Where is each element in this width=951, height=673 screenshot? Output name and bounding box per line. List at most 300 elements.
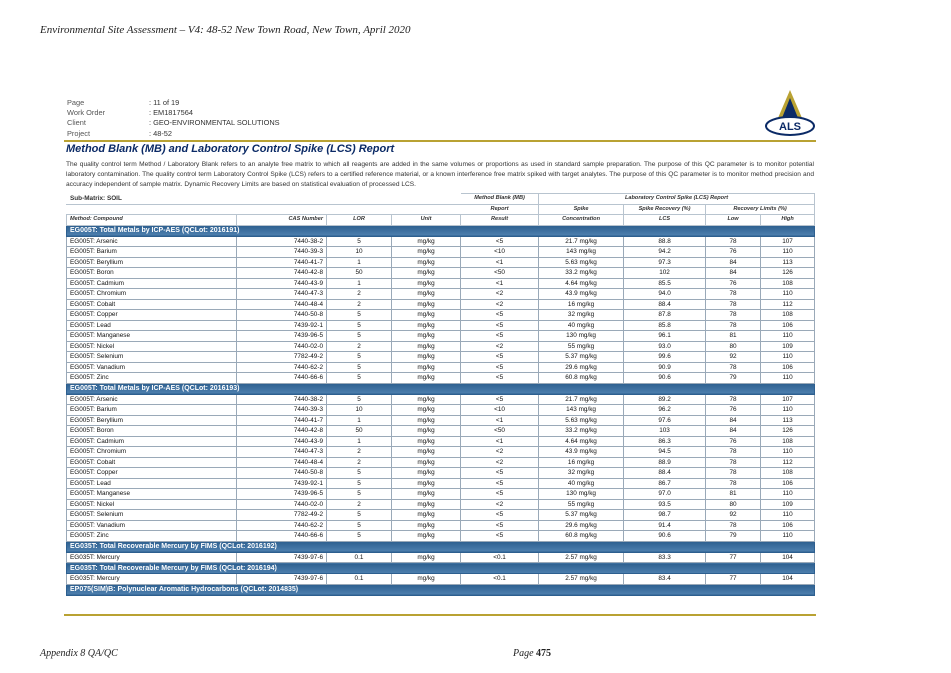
low-cell: 78 [706, 520, 761, 531]
compound-cell: EG005T: Nickel [67, 341, 237, 352]
result-cell: <5 [461, 394, 539, 405]
concentration-header: Concentration [539, 215, 624, 226]
cas-cell: 7439-96-5 [237, 331, 327, 342]
low-cell: 78 [706, 299, 761, 310]
unit-cell: mg/kg [392, 552, 461, 563]
cas-cell: 7439-92-1 [237, 320, 327, 331]
lcs-cell: 88.9 [624, 457, 706, 468]
unit-cell: mg/kg [392, 236, 461, 247]
lcs-col-header: LCS [624, 215, 706, 226]
lcs-cell: 97.0 [624, 489, 706, 500]
compound-cell: EG005T: Beryllium [67, 257, 237, 268]
lor-cell: 5 [327, 320, 392, 331]
result-cell: <1 [461, 415, 539, 426]
table-row [67, 499, 815, 510]
compound-cell: EG005T: Nickel [67, 499, 237, 510]
unit-cell: mg/kg [392, 468, 461, 479]
result-cell: <50 [461, 268, 539, 279]
cas-cell: 7782-49-2 [237, 510, 327, 521]
lcs-cell: 96.1 [624, 331, 706, 342]
result-cell: <5 [461, 531, 539, 542]
cas-header: CAS Number [237, 215, 327, 226]
table-row [67, 468, 815, 479]
spike-cell: 29.6 mg/kg [539, 362, 624, 373]
unit-cell: mg/kg [392, 341, 461, 352]
spike-cell: 4.64 mg/kg [539, 278, 624, 289]
cas-cell: 7440-50-8 [237, 468, 327, 479]
result-cell: <1 [461, 436, 539, 447]
table-row [67, 268, 815, 279]
compound-cell: EG005T: Cobalt [67, 457, 237, 468]
low-cell: 81 [706, 489, 761, 500]
spike-cell: 40 mg/kg [539, 478, 624, 489]
spike-cell: 16 mg/kg [539, 457, 624, 468]
cas-cell: 7439-97-6 [237, 574, 327, 585]
table-row [67, 362, 815, 373]
spike-recovery-header: Spike Recovery (%) [624, 204, 706, 215]
spike-cell: 55 mg/kg [539, 341, 624, 352]
compound-cell: EG005T: Manganese [67, 331, 237, 342]
meta-row [67, 118, 280, 128]
lcs-cell: 91.4 [624, 520, 706, 531]
lcs-cell: 87.8 [624, 310, 706, 321]
table-row [67, 447, 815, 458]
cas-cell: 7440-47-3 [237, 447, 327, 458]
low-cell: 76 [706, 247, 761, 258]
lcs-cell: 96.2 [624, 405, 706, 416]
lcs-cell: 93.5 [624, 499, 706, 510]
unit-cell: mg/kg [392, 520, 461, 531]
result-cell: <5 [461, 236, 539, 247]
low-cell: 92 [706, 352, 761, 363]
logo-text: ALS [779, 121, 801, 133]
unit-cell: mg/kg [392, 247, 461, 258]
spike-cell: 4.64 mg/kg [539, 436, 624, 447]
compound-cell: EG005T: Barium [67, 247, 237, 258]
result-cell: <5 [461, 352, 539, 363]
cas-cell: 7440-62-2 [237, 362, 327, 373]
result-cell: <10 [461, 405, 539, 416]
cas-cell: 7440-38-2 [237, 394, 327, 405]
compound-cell: EG005T: Vanadium [67, 362, 237, 373]
unit-cell: mg/kg [392, 362, 461, 373]
result-cell: <5 [461, 510, 539, 521]
compound-cell: EG005T: Cobalt [67, 299, 237, 310]
lor-cell: 2 [327, 341, 392, 352]
unit-cell: mg/kg [392, 268, 461, 279]
lor-cell: 0.1 [327, 552, 392, 563]
low-cell: 78 [706, 457, 761, 468]
compound-cell: EG005T: Zinc [67, 373, 237, 384]
low-header: Low [706, 215, 761, 226]
cas-cell: 7440-48-4 [237, 457, 327, 468]
unit-cell: mg/kg [392, 278, 461, 289]
low-cell: 84 [706, 415, 761, 426]
spike-cell: 5.37 mg/kg [539, 352, 624, 363]
low-cell: 78 [706, 320, 761, 331]
compound-cell: EG005T: Lead [67, 478, 237, 489]
footer-appendix: Appendix 8 QA/QC [40, 648, 118, 659]
result-cell: <10 [461, 247, 539, 258]
lor-cell: 10 [327, 405, 392, 416]
cas-cell: 7440-43-9 [237, 278, 327, 289]
lcs-cell: 94.0 [624, 289, 706, 300]
spike-header: Spike [539, 204, 624, 215]
table-row [67, 289, 815, 300]
high-cell: 108 [761, 468, 815, 479]
recovery-limits-header: Recovery Limits (%) [706, 204, 815, 215]
unit-cell: mg/kg [392, 574, 461, 585]
table-row [67, 247, 815, 258]
high-cell: 106 [761, 362, 815, 373]
unit-cell: mg/kg [392, 394, 461, 405]
low-cell: 80 [706, 341, 761, 352]
compound-cell: EG035T: Mercury [67, 574, 237, 585]
lcs-cell: 85.8 [624, 320, 706, 331]
meta-key: Work Order [67, 108, 106, 118]
table-row [67, 236, 815, 247]
result-cell: <5 [461, 310, 539, 321]
compound-cell: EG005T: Vanadium [67, 520, 237, 531]
meta-value: : 11 of 19 [149, 98, 180, 107]
lcs-cell: 97.6 [624, 415, 706, 426]
spike-cell: 143 mg/kg [539, 247, 624, 258]
lcs-cell: 94.2 [624, 247, 706, 258]
table-row [67, 394, 815, 405]
unit-cell: mg/kg [392, 299, 461, 310]
result-cell: <0.1 [461, 574, 539, 585]
result-cell: <2 [461, 289, 539, 300]
lcs-cell: 90.6 [624, 373, 706, 384]
lor-header: LOR [327, 215, 392, 226]
lor-cell: 5 [327, 520, 392, 531]
lor-cell: 2 [327, 447, 392, 458]
high-cell: 106 [761, 320, 815, 331]
table-row [67, 415, 815, 426]
compound-cell: EG005T: Selenium [67, 352, 237, 363]
high-cell: 110 [761, 352, 815, 363]
table-row [67, 436, 815, 447]
header-row-2 [67, 204, 815, 215]
table-row [67, 552, 815, 563]
compound-cell: EG005T: Boron [67, 426, 237, 437]
unit-cell: mg/kg [392, 499, 461, 510]
meta-value: : GEO-ENVIRONMENTAL SOLUTIONS [149, 118, 280, 128]
lcs-cell: 83.3 [624, 552, 706, 563]
table-row [67, 489, 815, 500]
lcs-cell: 98.7 [624, 510, 706, 521]
cas-cell: 7440-62-2 [237, 520, 327, 531]
compound-cell: EG005T: Chromium [67, 289, 237, 300]
compound-cell: EG005T: Zinc [67, 531, 237, 542]
lor-cell: 10 [327, 247, 392, 258]
spike-cell: 5.63 mg/kg [539, 415, 624, 426]
high-cell: 108 [761, 436, 815, 447]
section-title: EP075(SIM)B: Polynuclear Aromatic Hydrocarbons (QCLot: 2014835) [67, 584, 815, 595]
unit-cell: mg/kg [392, 352, 461, 363]
unit-cell: mg/kg [392, 405, 461, 416]
running-header: Environmental Site Assessment – V4: 48-52 New Town Road, New Town, April 2020 [40, 24, 411, 36]
high-cell: 113 [761, 415, 815, 426]
lcs-cell: 88.4 [624, 468, 706, 479]
compound-cell: EG005T: Cadmium [67, 278, 237, 289]
lcs-cell: 85.5 [624, 278, 706, 289]
lor-cell: 1 [327, 436, 392, 447]
table-row [67, 574, 815, 585]
lcs-cell: 89.2 [624, 394, 706, 405]
table-row [67, 457, 815, 468]
unit-cell: mg/kg [392, 447, 461, 458]
lor-cell: 2 [327, 289, 392, 300]
result-cell: <5 [461, 478, 539, 489]
cas-cell: 7440-50-8 [237, 310, 327, 321]
section-header-row [67, 225, 815, 236]
report-title: Method Blank (MB) and Laboratory Control Spike (LCS) Report [66, 143, 395, 155]
low-cell: 78 [706, 468, 761, 479]
table-row [67, 352, 815, 363]
high-cell: 113 [761, 257, 815, 268]
bottom-rule [64, 614, 816, 616]
table-row [67, 341, 815, 352]
high-cell: 107 [761, 236, 815, 247]
low-cell: 84 [706, 268, 761, 279]
spike-cell: 5.37 mg/kg [539, 510, 624, 521]
result-cell: <1 [461, 278, 539, 289]
high-cell: 110 [761, 531, 815, 542]
table-row [67, 405, 815, 416]
spike-cell: 32 mg/kg [539, 310, 624, 321]
low-cell: 92 [706, 510, 761, 521]
table-row [67, 331, 815, 342]
high-cell: 104 [761, 552, 815, 563]
lcs-cell: 94.5 [624, 447, 706, 458]
section-header-row [67, 584, 815, 595]
result-cell: <5 [461, 468, 539, 479]
spike-cell: 43.9 mg/kg [539, 447, 624, 458]
mb-report-header: Report [461, 204, 539, 215]
lor-cell: 5 [327, 394, 392, 405]
spike-cell: 40 mg/kg [539, 320, 624, 331]
low-cell: 81 [706, 331, 761, 342]
cas-cell: 7440-42-8 [237, 268, 327, 279]
lor-cell: 1 [327, 415, 392, 426]
low-cell: 77 [706, 552, 761, 563]
table-row [67, 310, 815, 321]
report-meta [67, 98, 280, 139]
spike-cell: 43.9 mg/kg [539, 289, 624, 300]
spike-cell: 143 mg/kg [539, 405, 624, 416]
unit-cell: mg/kg [392, 289, 461, 300]
compound-cell: EG005T: Beryllium [67, 415, 237, 426]
high-cell: 109 [761, 499, 815, 510]
result-header: Result [461, 215, 539, 226]
compound-cell: EG005T: Arsenic [67, 394, 237, 405]
cas-cell: 7440-02-0 [237, 499, 327, 510]
compound-cell: EG005T: Cadmium [67, 436, 237, 447]
header-row-1 [67, 194, 815, 205]
table-row [67, 278, 815, 289]
cas-cell: 7440-43-9 [237, 436, 327, 447]
lor-cell: 2 [327, 499, 392, 510]
lor-cell: 5 [327, 468, 392, 479]
lor-cell: 5 [327, 373, 392, 384]
spike-cell: 21.7 mg/kg [539, 394, 624, 405]
compound-cell: EG005T: Selenium [67, 510, 237, 521]
table-row [67, 478, 815, 489]
lcs-cell: 88.4 [624, 299, 706, 310]
high-cell: 110 [761, 247, 815, 258]
cas-cell: 7440-41-7 [237, 415, 327, 426]
spike-cell: 32 mg/kg [539, 468, 624, 479]
lcs-cell: 88.8 [624, 236, 706, 247]
unit-cell: mg/kg [392, 426, 461, 437]
cas-cell: 7439-92-1 [237, 478, 327, 489]
lor-cell: 1 [327, 257, 392, 268]
lcs-cell: 97.3 [624, 257, 706, 268]
lor-cell: 50 [327, 268, 392, 279]
cas-cell: 7440-02-0 [237, 341, 327, 352]
footer-page [513, 648, 551, 659]
lcs-cell: 90.6 [624, 531, 706, 542]
mb-header: Method Blank (MB) [461, 194, 539, 205]
lor-cell: 5 [327, 531, 392, 542]
low-cell: 84 [706, 257, 761, 268]
low-cell: 80 [706, 499, 761, 510]
low-cell: 76 [706, 436, 761, 447]
table-row [67, 257, 815, 268]
header-row-3 [67, 215, 815, 226]
lcs-cell: 83.4 [624, 574, 706, 585]
spike-cell: 5.63 mg/kg [539, 257, 624, 268]
high-cell: 110 [761, 289, 815, 300]
high-cell: 110 [761, 331, 815, 342]
spike-cell: 21.7 mg/kg [539, 236, 624, 247]
meta-key: Client [67, 118, 86, 128]
sub-matrix-label: Sub-Matrix: [70, 195, 106, 203]
unit-cell: mg/kg [392, 373, 461, 384]
lcs-cell: 93.0 [624, 341, 706, 352]
low-cell: 76 [706, 405, 761, 416]
unit-cell: mg/kg [392, 510, 461, 521]
section-title: EG035T: Total Recoverable Mercury by FIMS (QCLot: 2016194) [67, 563, 815, 574]
result-cell: <5 [461, 362, 539, 373]
table-row [67, 320, 815, 331]
lor-cell: 5 [327, 362, 392, 373]
lor-cell: 0.1 [327, 574, 392, 585]
meta-value: : EM1817564 [149, 108, 193, 118]
unit-cell: mg/kg [392, 478, 461, 489]
table-row [67, 299, 815, 310]
meta-row [67, 129, 280, 139]
spike-cell: 60.8 mg/kg [539, 373, 624, 384]
meta-row [67, 98, 280, 108]
high-cell: 126 [761, 426, 815, 437]
cas-cell: 7440-66-6 [237, 373, 327, 384]
result-cell: <2 [461, 499, 539, 510]
spike-cell: 55 mg/kg [539, 499, 624, 510]
cas-cell: 7440-48-4 [237, 299, 327, 310]
unit-cell: mg/kg [392, 436, 461, 447]
high-cell: 110 [761, 510, 815, 521]
result-cell: <5 [461, 489, 539, 500]
low-cell: 78 [706, 289, 761, 300]
high-cell: 106 [761, 478, 815, 489]
result-cell: <2 [461, 447, 539, 458]
low-cell: 78 [706, 447, 761, 458]
high-cell: 112 [761, 299, 815, 310]
cas-cell: 7440-39-3 [237, 247, 327, 258]
lor-cell: 2 [327, 299, 392, 310]
spike-cell: 130 mg/kg [539, 331, 624, 342]
low-cell: 84 [706, 426, 761, 437]
meta-key: Project [67, 128, 91, 138]
lor-cell: 5 [327, 510, 392, 521]
high-cell: 110 [761, 489, 815, 500]
table-row [67, 426, 815, 437]
spike-cell: 33.2 mg/kg [539, 426, 624, 437]
compound-cell: EG005T: Boron [67, 268, 237, 279]
lcs-cell: 90.9 [624, 362, 706, 373]
high-cell: 104 [761, 574, 815, 585]
table-row [67, 510, 815, 521]
cas-cell: 7439-97-6 [237, 552, 327, 563]
spike-cell: 2.57 mg/kg [539, 552, 624, 563]
low-cell: 76 [706, 278, 761, 289]
method-compound-header: Method: Compound [67, 215, 237, 226]
result-cell: <5 [461, 331, 539, 342]
lcs-cell: 99.6 [624, 352, 706, 363]
spike-cell: 130 mg/kg [539, 489, 624, 500]
compound-cell: EG005T: Lead [67, 320, 237, 331]
result-cell: <1 [461, 257, 539, 268]
table-row [67, 520, 815, 531]
lor-cell: 5 [327, 236, 392, 247]
result-cell: <5 [461, 320, 539, 331]
high-cell: 108 [761, 310, 815, 321]
low-cell: 78 [706, 394, 761, 405]
unit-cell: mg/kg [392, 257, 461, 268]
intro-paragraph: The quality control term Method / Laboratory Blank refers to an analyte free matrix to which all reagents are added in the same volumes or proportions as used in standard sample preparation. The purpose of this QC parameter is to monitor potential laboratory contamination. The quality control term Laboratory Control Spike (LCS) refers to a certified reference material, or a known interference free matrix spiked with target analytes. The purpose of this QC parameter is to monitor method precision and accuracy independent of sample matrix. Dynamic Recovery Limits are based on statistical evaluation of processed LCS. [66, 161, 814, 188]
high-cell: 112 [761, 457, 815, 468]
meta-key: Page [67, 98, 85, 107]
lor-cell: 5 [327, 478, 392, 489]
unit-cell: mg/kg [392, 415, 461, 426]
cas-cell: 7440-42-8 [237, 426, 327, 437]
result-cell: <2 [461, 299, 539, 310]
meta-row [67, 108, 280, 118]
compound-cell: EG005T: Arsenic [67, 236, 237, 247]
result-cell: <5 [461, 520, 539, 531]
low-cell: 78 [706, 478, 761, 489]
low-cell: 77 [706, 574, 761, 585]
table-row [67, 531, 815, 542]
lcs-cell: 86.7 [624, 478, 706, 489]
lor-cell: 1 [327, 278, 392, 289]
low-cell: 78 [706, 236, 761, 247]
lor-cell: 50 [327, 426, 392, 437]
lcs-cell: 86.3 [624, 436, 706, 447]
high-cell: 106 [761, 520, 815, 531]
lor-cell: 5 [327, 331, 392, 342]
table-row [67, 373, 815, 384]
result-cell: <0.1 [461, 552, 539, 563]
compound-cell: EG005T: Barium [67, 405, 237, 416]
section-header-row [67, 563, 815, 574]
lor-cell: 5 [327, 310, 392, 321]
cas-cell: 7782-49-2 [237, 352, 327, 363]
footer-page-label: Page [513, 648, 534, 659]
lor-cell: 2 [327, 457, 392, 468]
